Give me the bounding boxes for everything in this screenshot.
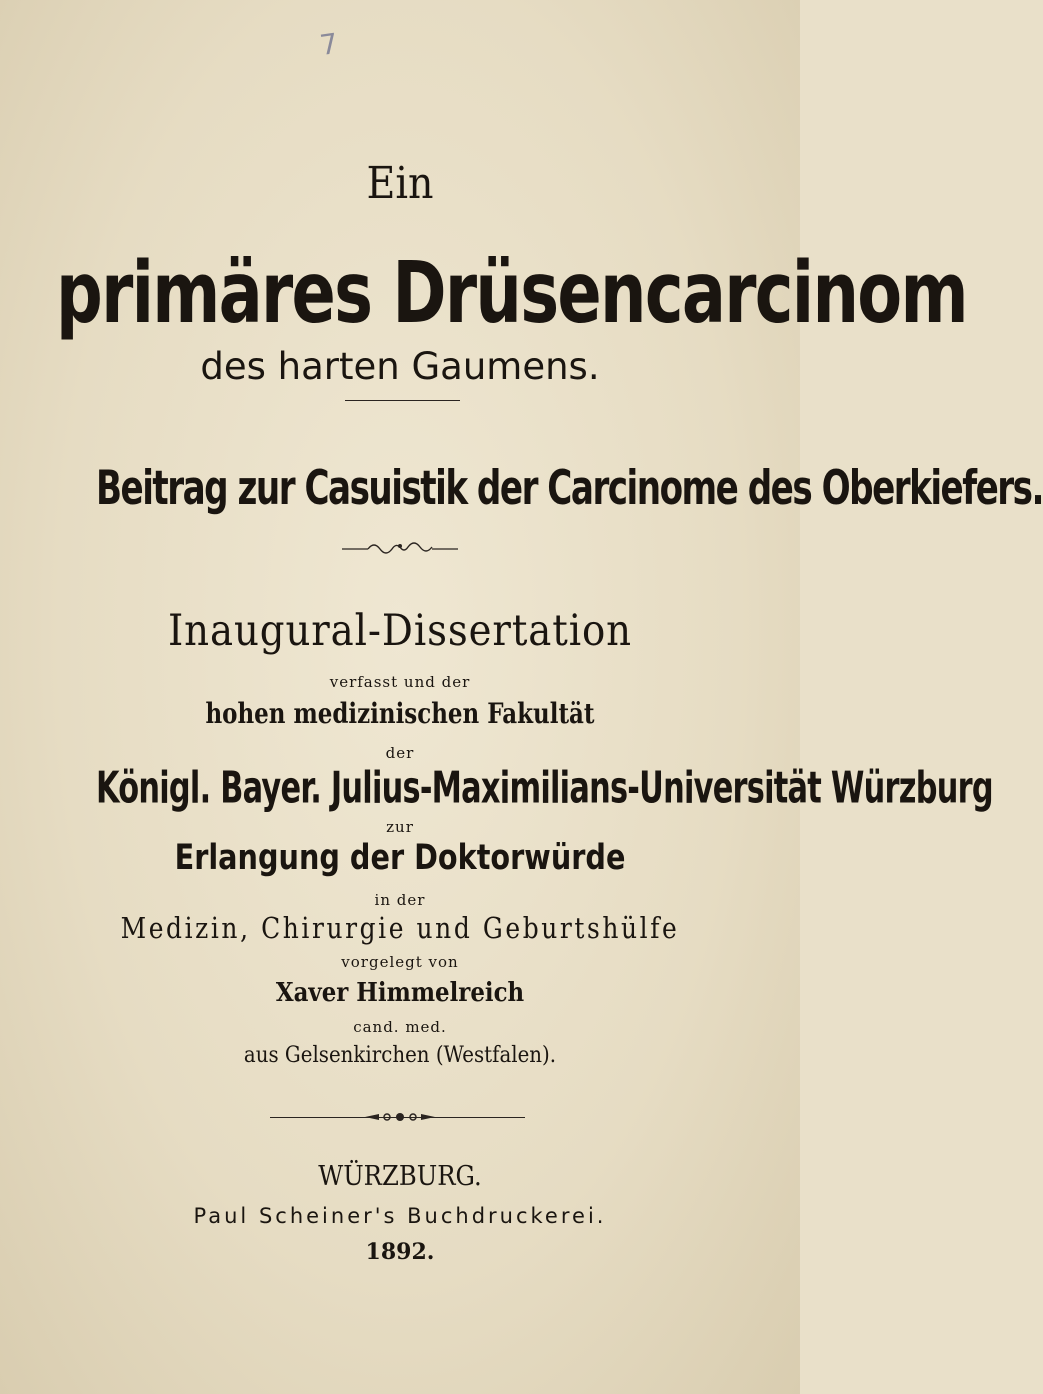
faculty-name: hohen medizinischen Fakultät [205,697,595,730]
verfasst-text: verfasst und der [329,673,471,691]
der-text: der [385,744,415,762]
divider-short [345,400,460,401]
vorgelegt-text: vorgelegt von [341,953,459,971]
imprint-city: WÜRZBURG. [318,1161,482,1192]
contribution-title: Beitrag zur Casuistik der Carcinome des Oberkiefers. [96,459,1043,516]
main-title: primäres Drüsencarcinom [56,242,967,343]
rule-ornament [365,1111,435,1123]
ornament-divider [340,540,460,556]
author-origin: aus Gelsenkirchen (Westfalen). [243,1043,557,1068]
title-ein: Ein [366,158,434,209]
in-der-text: in der [374,891,426,909]
degree-heading: Erlangung der Doktorwürde [174,838,626,878]
imprint-year: 1892. [365,1239,435,1265]
imprint-printer: Paul Scheiner's Buchdruckerei. [193,1204,607,1228]
university-name: Königl. Bayer. Julius-Maximilians-Universität Würzburg [96,762,993,814]
handwritten-mark: 7 [317,26,341,63]
author-title: cand. med. [353,1018,447,1036]
zur-text: zur [386,818,414,836]
dissertation-heading: Inaugural-Dissertation [167,606,633,656]
fields-of-study: Medizin, Chirurgie und Geburtshülfe [120,911,680,945]
subtitle: des harten Gaumens. [200,345,600,388]
author-name: Xaver Himmelreich [275,978,525,1008]
